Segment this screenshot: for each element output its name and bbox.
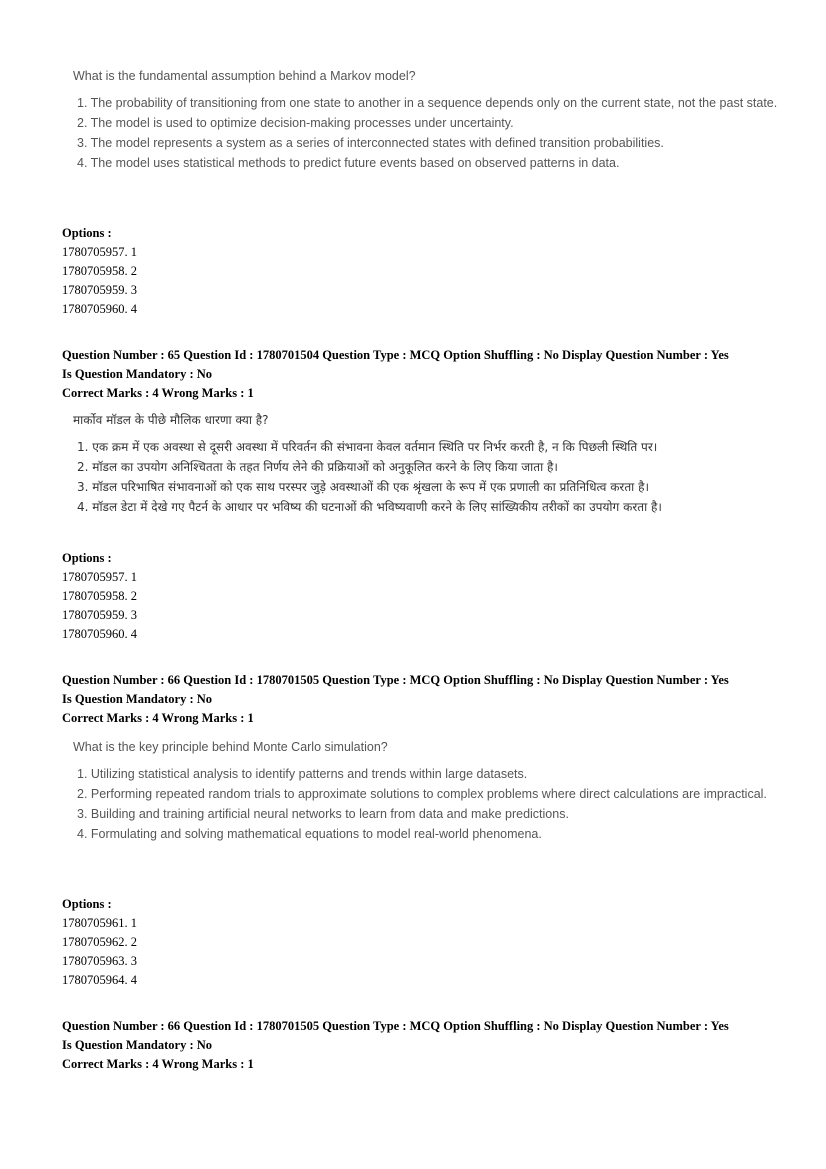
choice-item: 2. मॉडल का उपयोग अनिश्चितता के तहत निर्णय लेने की प्रक्रियाओं को अनुकूलित करने के लिए किया जाता है। bbox=[77, 460, 558, 474]
choice-item: 2. The model is used to optimize decision-making processes under uncertainty. bbox=[77, 116, 514, 130]
option-item: 1780705959. 3 bbox=[62, 608, 137, 622]
choice-item: 1. Utilizing statistical analysis to identify patterns and trends within large datasets. bbox=[77, 767, 528, 781]
choice-item: 3. मॉडल परिभाषित संभावनाओं को एक साथ परस्पर जुड़े अवस्थाओं की एक श्रृंखला के रूप में एक प्रणाली का प्रतिनिधित्व करता है। bbox=[77, 480, 650, 494]
option-item: 1780705960. 4 bbox=[62, 627, 137, 641]
question-meta-65 bbox=[62, 346, 776, 403]
choice-item: 4. मॉडल डेटा में देखे गए पैटर्न के आधार पर भविष्य की घटनाओं की भविष्यवाणी करने के लिए सांख्यिकीय तरीकों का उपयोग करता है। bbox=[77, 500, 662, 514]
question-stem: मार्कोव मॉडल के पीछे मौलिक धारणा क्या है? bbox=[73, 413, 269, 427]
question-meta-66-repeat bbox=[62, 1017, 776, 1074]
choice-item: 4. The model uses statistical methods to predict future events based on observed patterns in data. bbox=[77, 156, 620, 170]
question-marks: Correct Marks : 4 Wrong Marks : 1 bbox=[62, 711, 254, 725]
choice-item: 4. Formulating and solving mathematical equations to model real-world phenomena. bbox=[77, 827, 542, 841]
question-marks: Correct Marks : 4 Wrong Marks : 1 bbox=[62, 386, 254, 400]
question-mandatory: Is Question Mandatory : No bbox=[62, 1038, 213, 1052]
options-label: Options : bbox=[62, 551, 112, 565]
question-meta-line: Question Number : 66 Question Id : 1780701505 Question Type : MCQ Option Shuffling : No Display Question Number : Yes bbox=[62, 1019, 729, 1033]
question-meta-line: Question Number : 65 Question Id : 1780701504 Question Type : MCQ Option Shuffling : No Display Question Number : Yes bbox=[62, 348, 729, 362]
options-section bbox=[62, 224, 137, 319]
option-item: 1780705957. 1 bbox=[62, 245, 137, 259]
choice-item: 3. Building and training artificial neural networks to learn from data and make predictions. bbox=[77, 807, 569, 821]
question-meta-line: Question Number : 66 Question Id : 1780701505 Question Type : MCQ Option Shuffling : No Display Question Number : Yes bbox=[62, 673, 729, 687]
options-label: Options : bbox=[62, 226, 112, 240]
choice-item: 3. The model represents a system as a series of interconnected states with defined transition probabilities. bbox=[77, 136, 664, 150]
option-item: 1780705959. 3 bbox=[62, 283, 137, 297]
option-item: 1780705958. 2 bbox=[62, 589, 137, 603]
question-mandatory: Is Question Mandatory : No bbox=[62, 367, 213, 381]
question-mandatory: Is Question Mandatory : No bbox=[62, 692, 213, 706]
option-item: 1780705961. 1 bbox=[62, 916, 137, 930]
option-item: 1780705963. 3 bbox=[62, 954, 137, 968]
question-marks: Correct Marks : 4 Wrong Marks : 1 bbox=[62, 1057, 254, 1071]
choice-item: 1. The probability of transitioning from one state to another in a sequence depends only on the current state, not the past state. bbox=[77, 96, 778, 110]
option-item: 1780705957. 1 bbox=[62, 570, 137, 584]
options-label: Options : bbox=[62, 897, 112, 911]
option-item: 1780705964. 4 bbox=[62, 973, 137, 987]
question-stem: What is the fundamental assumption behind a Markov model? bbox=[73, 69, 416, 83]
options-list bbox=[62, 914, 137, 990]
choice-item: 1. एक क्रम में एक अवस्था से दूसरी अवस्था में परिवर्तन की संभावना केवल वर्तमान स्थिति पर निर्भर करती है, न कि पिछली स्थिति पर। bbox=[77, 440, 658, 454]
options-section bbox=[62, 549, 137, 644]
option-item: 1780705958. 2 bbox=[62, 264, 137, 278]
question-image-markov-hi bbox=[62, 410, 782, 517]
choice-list bbox=[62, 764, 782, 844]
question-image-markov-en bbox=[62, 66, 782, 173]
choice-list bbox=[62, 437, 782, 517]
option-item: 1780705962. 2 bbox=[62, 935, 137, 949]
option-item: 1780705960. 4 bbox=[62, 302, 137, 316]
question-meta-66 bbox=[62, 671, 776, 728]
options-list bbox=[62, 243, 137, 319]
choice-list bbox=[62, 93, 782, 173]
options-section bbox=[62, 895, 137, 990]
question-stem: What is the key principle behind Monte Carlo simulation? bbox=[73, 740, 388, 754]
question-image-monte-carlo bbox=[62, 737, 782, 844]
choice-item: 2. Performing repeated random trials to approximate solutions to complex problems where direct calculations are impractical. bbox=[77, 787, 767, 801]
options-list bbox=[62, 568, 137, 644]
